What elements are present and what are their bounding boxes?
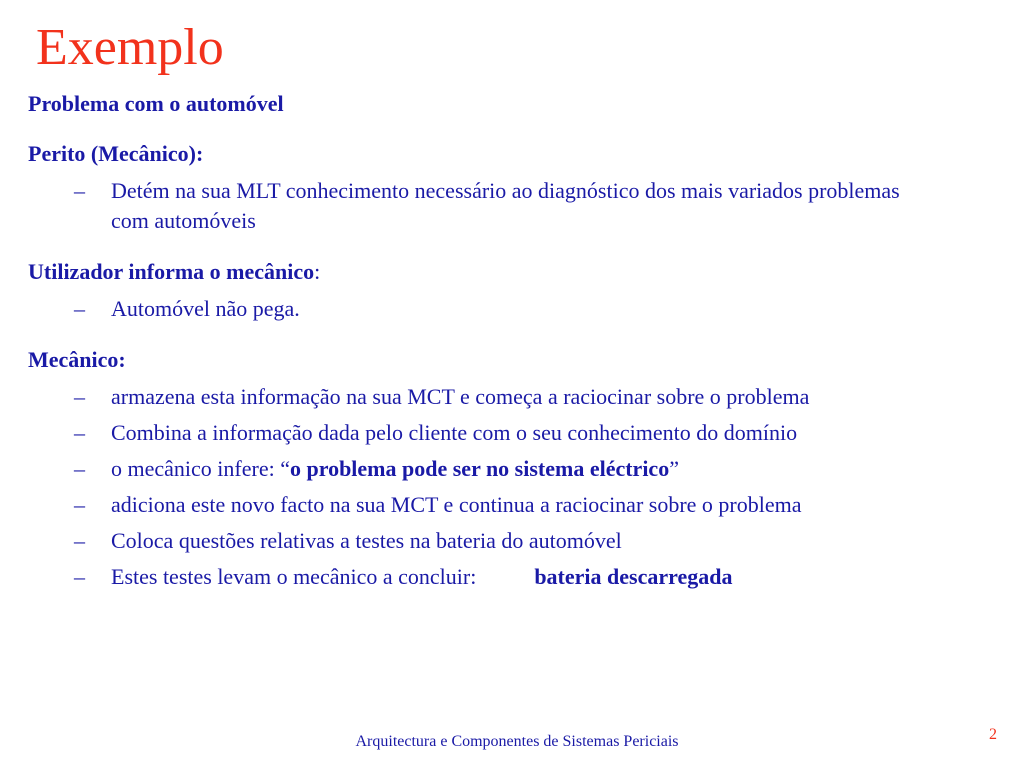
mechanic-bullet-text: Combina a informação dada pelo cliente com o seu conhecimento do domínio bbox=[111, 420, 798, 445]
bullet-dash: – bbox=[74, 384, 85, 409]
mechanic-bullet-list bbox=[28, 382, 928, 592]
infer-prefix: o mecânico infere: “ bbox=[111, 456, 290, 481]
conclusion-emphasis: bateria descarregada bbox=[534, 564, 733, 589]
problem-heading: Problema com o automóvel bbox=[28, 91, 284, 116]
bullet-dash: – bbox=[74, 420, 85, 445]
user-heading-text: Utilizador informa o mecânico bbox=[28, 259, 315, 284]
user-bullet-text: Automóvel não pega. bbox=[111, 296, 300, 321]
mechanic-heading: Mecânico: bbox=[28, 347, 126, 372]
bullet-dash: – bbox=[74, 178, 85, 203]
mechanic-bullet-conclusion bbox=[28, 562, 928, 592]
mechanic-bullet bbox=[28, 490, 928, 520]
mechanic-bullet bbox=[28, 382, 928, 412]
mechanic-bullet-text: armazena esta informação na sua MCT e começa a raciocinar sobre o problema bbox=[111, 384, 810, 409]
expert-bullet-list bbox=[28, 176, 928, 236]
bullet-dash: – bbox=[74, 296, 85, 321]
user-bullet bbox=[28, 294, 928, 324]
mechanic-bullet-infer bbox=[28, 454, 928, 484]
user-bullet-list bbox=[28, 294, 928, 324]
slide-footer: Arquitectura e Componentes de Sistemas Periciais bbox=[355, 733, 679, 750]
user-heading-colon: : bbox=[314, 259, 321, 284]
bullet-dash: – bbox=[74, 492, 85, 517]
slide-title: Exemplo bbox=[36, 19, 224, 76]
infer-emphasis: o problema pode ser no sistema eléctrico bbox=[289, 456, 670, 481]
conclusion-prefix: Estes testes levam o mecânico a concluir: bbox=[111, 564, 477, 589]
expert-heading: Perito (Mecânico): bbox=[28, 141, 204, 166]
slide-content bbox=[28, 90, 928, 598]
mechanic-bullet-text: adiciona este novo facto na sua MCT e continua a raciocinar sobre o problema bbox=[111, 492, 802, 517]
expert-bullet bbox=[28, 176, 928, 236]
mechanic-bullet bbox=[28, 526, 928, 556]
mechanic-bullet-text: Coloca questões relativas a testes na bateria do automóvel bbox=[111, 528, 622, 553]
expert-bullet-text: Detém na sua MLT conhecimento necessário ao diagnóstico dos mais variados problemas com automóveis bbox=[111, 178, 900, 233]
user-heading bbox=[28, 258, 928, 286]
mechanic-bullet bbox=[28, 418, 928, 448]
bullet-dash: – bbox=[74, 456, 85, 481]
page-number: 2 bbox=[989, 726, 997, 743]
bullet-dash: – bbox=[74, 528, 85, 553]
infer-suffix: ” bbox=[669, 456, 679, 481]
bullet-dash: – bbox=[74, 564, 85, 589]
